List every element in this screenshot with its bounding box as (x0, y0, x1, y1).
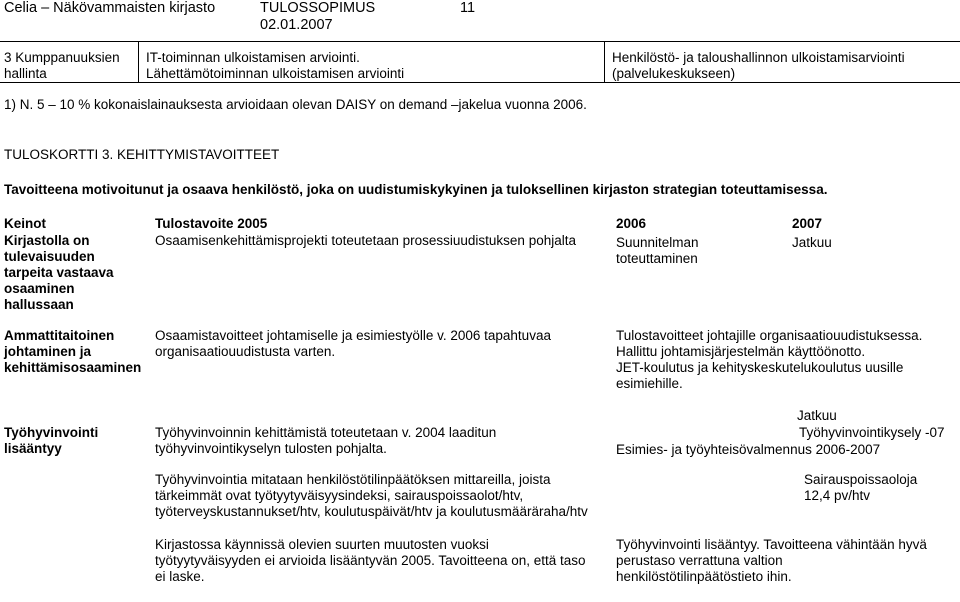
row3-c1: Kirjastossa käynnissä olevien suurten muutosten vuoksi työtyytyväisyyden ei arvioida lisääntyvän 2005. Tavoitteena on, että taso ei laske. (155, 537, 586, 584)
col-header-2007: 2007 (792, 216, 823, 231)
top-table-col1: 3 Kumppanuuksien hallinta (4, 50, 120, 81)
card-title: TULOSKORTTI 3. KEHITTYMISTAVOITTEET (4, 147, 280, 162)
top-table-col3: Henkilöstö- ja taloushallinnon ulkoistamisarviointi (palvelukeskukseen) (612, 50, 905, 81)
row2-target-2006-2007: Tulostavoitteet johtajille organisaatiouudistuksessa. Hallittu johtamisjärjestelmän käyttöönotto. JET-koulutus ja kehityskeskutelukoulutus uusille esimiehille. (616, 328, 923, 391)
header-page-number: 11 (460, 0, 476, 16)
row3-a3: Työhyvinvointikysely -07 (799, 425, 945, 440)
row2-keino: Ammattitaitoinen johtaminen ja kehittämisosaaminen (4, 328, 142, 375)
top-table-top-border (0, 41, 960, 42)
top-table-divider-2 (604, 41, 605, 83)
top-table-col2: IT-toiminnan ulkoistamisen arviointi. Lähettämötoiminnan ulkoistamisen arviointi (146, 50, 405, 81)
row3-a2: Esimies- ja työyhteisövalmennus 2006-2007 (616, 442, 881, 457)
row3-c2: Työhyvinvointi lisääntyy. Tavoitteena vähintään hyvä perustaso verrattuna valtion henkilöstötilinpäätöstieto ihin. (616, 537, 927, 584)
col-header-keinot: Keinot (4, 216, 46, 231)
row1-keino: Kirjastolla on tulevaisuuden tarpeita vastaava osaaminen hallussaan (4, 233, 114, 312)
header-doc-title: TULOSSOPIMUS (260, 0, 376, 16)
header-date: 02.01.2007 (260, 17, 333, 33)
goal-statement: Tavoitteena motivoitunut ja osaava henkilöstö, joka on uudistumiskykyinen ja tuloksellinen kirjaston strategian toteuttamisessa. (4, 182, 828, 197)
row2-target-2005: Osaamistavoitteet johtamiselle ja esimiestyölle v. 2006 tapahtuvaa organisaatiouudistusta varten. (155, 328, 551, 359)
col-header-2005: Tulostavoite 2005 (155, 216, 268, 231)
footnote: 1) N. 5 – 10 % kokonaislainauksesta arvioidaan olevan DAISY on demand –jakelua vuonna 2006. (4, 97, 587, 112)
row1-target-2005: Osaamisenkehittämisprojekti toteutetaan prosessiuudistuksen pohjalta (155, 233, 576, 248)
top-table-divider-1 (138, 41, 139, 83)
row3-b1: Työhyvinvointia mitataan henkilöstötilinpäätöksen mittareilla, joista tärkeimmät ovat työtyytyväisyysindeksi, sairauspoissaolot/htv, työterveyskustannukset/htv, koulutuspäivät/htv ja koulutusmääräraha/htv (155, 472, 588, 519)
row3-b2: Sairauspoissaoloja 12,4 pv/htv (804, 472, 918, 503)
row3-keino: Työhyvinvointi lisääntyy (4, 425, 99, 456)
row1-target-2006: Suunnitelman toteuttaminen (616, 235, 699, 266)
col-header-2006: 2006 (616, 216, 647, 231)
row3-a1: Työhyvinvoinnin kehittämistä toteutetaan v. 2004 laaditun työhyvinvointikyselyn tulosten pohjalta. (155, 425, 497, 456)
row2-continues: Jatkuu (797, 408, 837, 423)
row1-target-2007: Jatkuu (792, 235, 832, 250)
header-organization: Celia – Näkövammaisten kirjasto (4, 0, 216, 16)
top-table-bottom-border (0, 82, 960, 83)
